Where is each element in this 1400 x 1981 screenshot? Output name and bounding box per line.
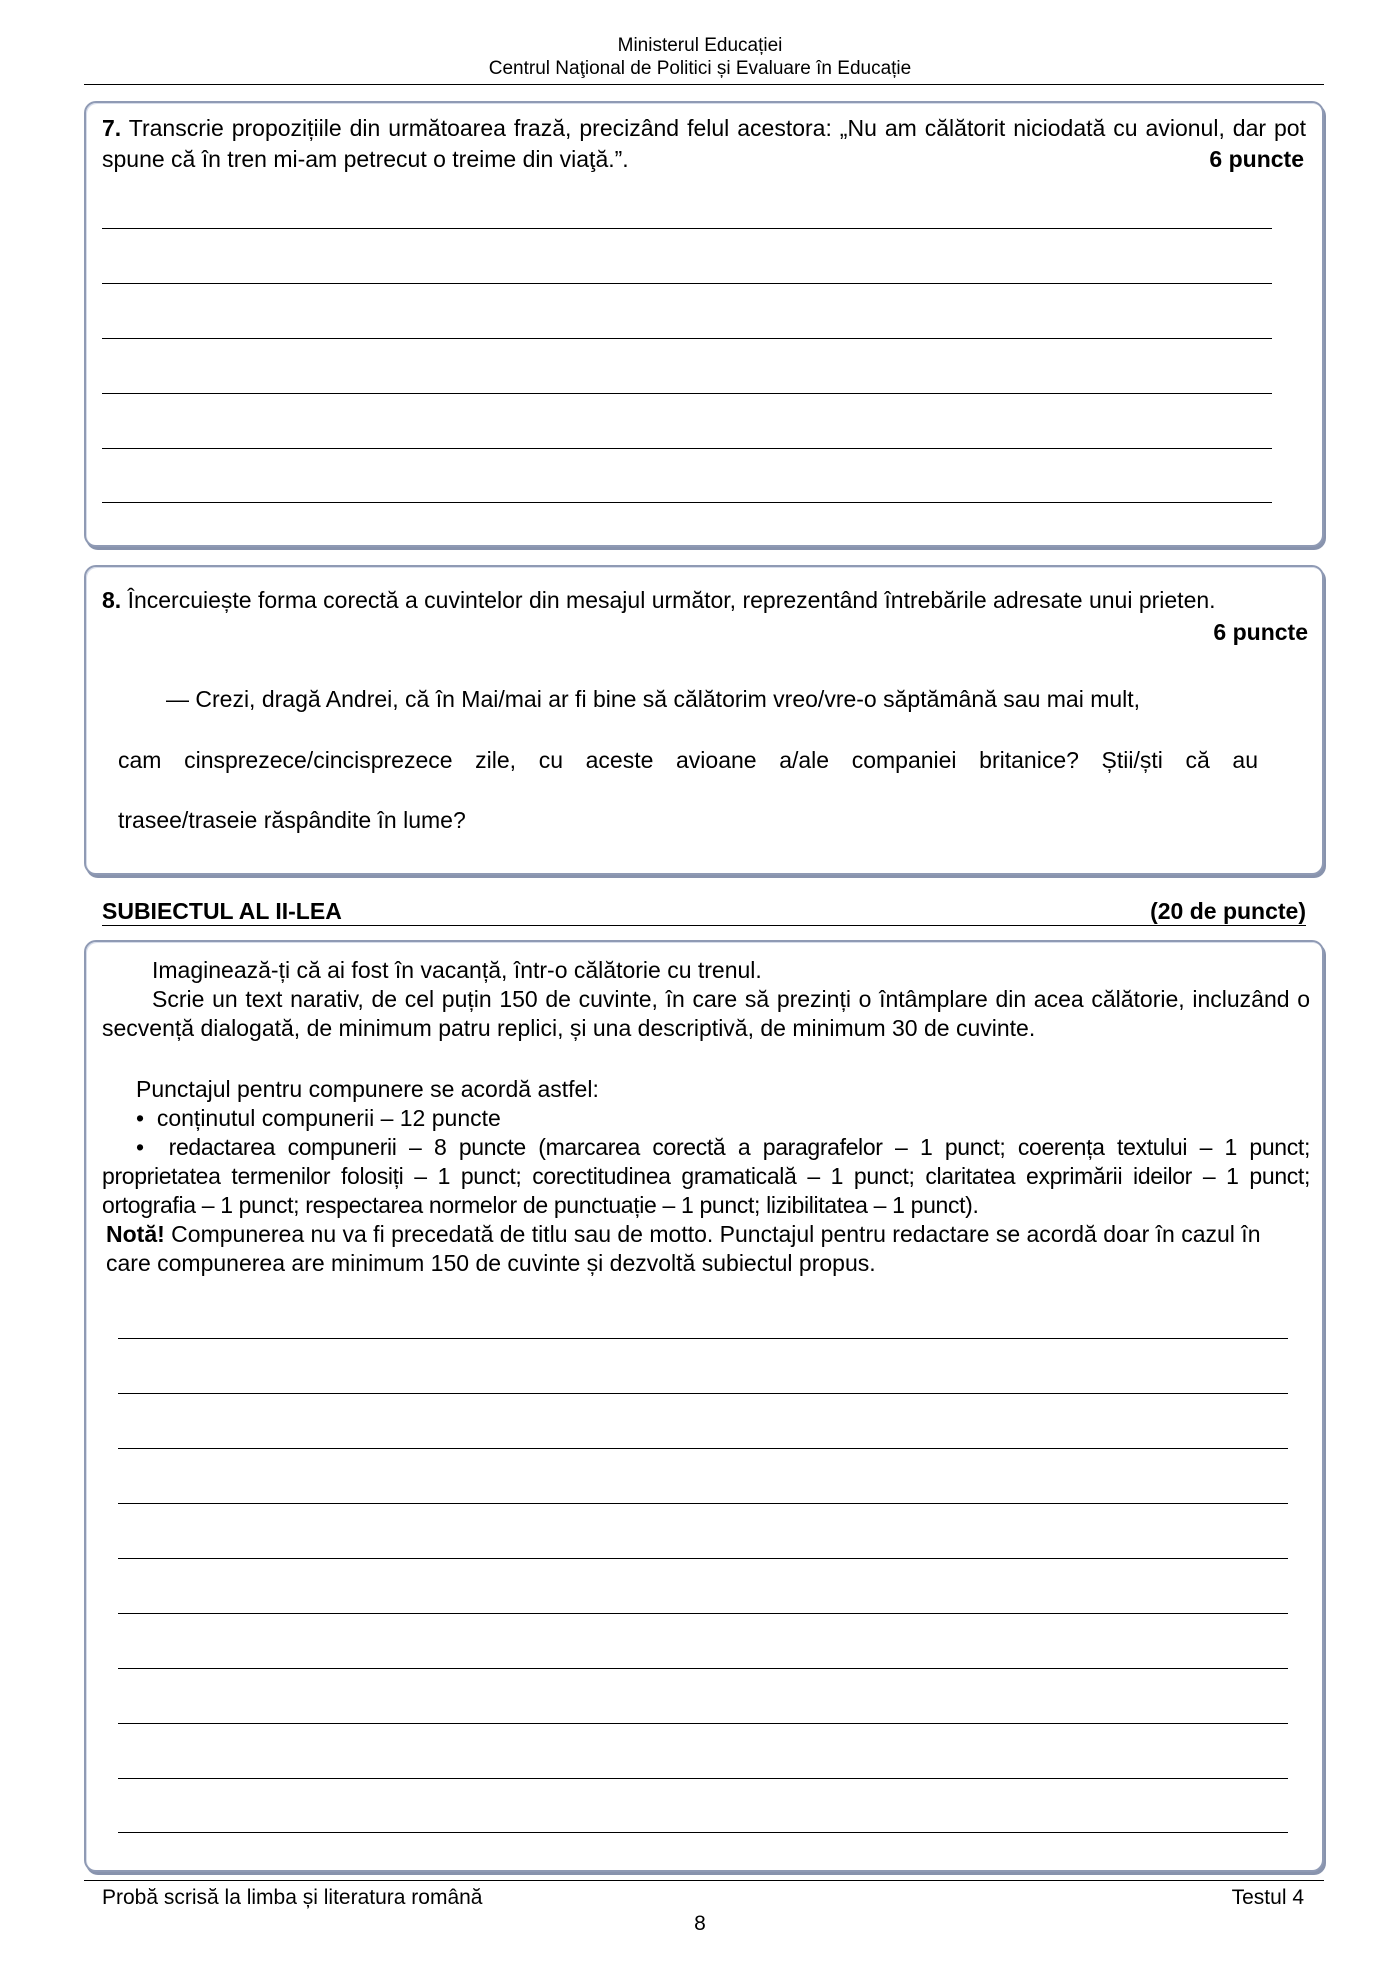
question-8-text [102, 585, 1310, 616]
bullet-icon: • [136, 1105, 157, 1131]
section-2-heading [102, 898, 1306, 926]
answer-line[interactable] [118, 1558, 1288, 1559]
answer-line[interactable] [118, 1778, 1288, 1779]
note-text: Compunerea nu va fi precedată de titlu sau de motto. Punctajul pentru redactare se acordă doar în cazul în care compunerea are minimum 150 de cuvinte și dezvoltă subiectul propus. [106, 1221, 1261, 1276]
answer-line[interactable] [102, 228, 1272, 229]
scoring-bullet-content [136, 1104, 1296, 1133]
scoring-bullet-1: conținutul compunerii – 12 puncte [156, 1105, 501, 1131]
footer-test-number: Testul 4 [1231, 1886, 1304, 1909]
section-2-points: (20 de puncte) [1150, 898, 1306, 924]
scoring-bullet-2: redactarea compunerii – 8 puncte (marcarea corectă a paragrafelor – 1 punct; coerența textului – 1 punct; proprietatea termenilor folosiți – 1 punct; corectitudinea gramaticală – 1 punct; claritatea exprimării ideilor – 1 punct; ortografia – 1 punct; respectarea normelor de punctuație – 1 punct; lizibilitatea – 1 punct). [102, 1134, 1310, 1218]
answer-line[interactable] [118, 1668, 1288, 1669]
section-2-title: SUBIECTUL AL II-LEA [102, 898, 342, 924]
answer-line[interactable] [102, 338, 1272, 339]
note-label: Notă! [106, 1221, 165, 1247]
scoring-intro: Punctajul pentru compunere se acordă astfel: [136, 1076, 599, 1102]
bullet-icon: • [136, 1134, 169, 1160]
answer-line[interactable] [102, 448, 1272, 449]
message-line-3: trasee/traseie răspândite în lume? [118, 807, 466, 833]
message-line-2: cam cinsprezece/cincisprezece zile, cu aceste avioane a/ale companiei britanice? Știi/ști că au [118, 747, 1258, 773]
question-7-prompt: Transcrie propozițiile din următoarea frază, precizând felul acestora: „Nu am călătorit niciodată cu avionul, dar pot spune că în tren mi-am petrecut o treime din viaţă.”. [102, 115, 1306, 172]
ministry-name: Ministerul Educației [617, 35, 783, 56]
message-line-1: — Crezi, dragă Andrei, că în Mai/mai ar fi bine să călătorim vreo/vre-o săptămână sau mai mult, [166, 686, 1141, 712]
question-7-text [102, 113, 1306, 175]
question-7-points: 6 puncte [1209, 146, 1304, 172]
answer-line[interactable] [102, 393, 1272, 394]
answer-line[interactable] [118, 1448, 1288, 1449]
footer-divider [84, 1880, 1324, 1881]
answer-line[interactable] [118, 1613, 1288, 1614]
answer-line[interactable] [118, 1393, 1288, 1394]
page-header [0, 34, 1400, 80]
center-name: Centrul Naţional de Politici și Evaluare în Educație [488, 58, 912, 79]
answer-line[interactable] [118, 1503, 1288, 1504]
section-2-paragraph-2: Scrie un text narativ, de cel puțin 150 de cuvinte, în care să prezinți o întâmplare din acea călătorie, incluzând o secvență dialogată, de minimum patru replici, și una descriptivă, de minimum 30 de cuvinte. [102, 986, 1310, 1041]
scoring-bullet-redactare [102, 1133, 1310, 1220]
question-8-prompt: Încercuiește forma corectă a cuvintelor din mesajul următor, reprezentând întrebările adresate unui prieten. [127, 587, 1216, 613]
answer-line[interactable] [118, 1832, 1288, 1833]
question-8-number: 8. [102, 587, 122, 613]
question-8-points: 6 puncte [1213, 619, 1308, 645]
section-2-paragraph-1: Imaginează-ți că ai fost în vacanță, într-o călătorie cu trenul. [152, 957, 762, 983]
note-paragraph [106, 1220, 1302, 1278]
footer-exam-name: Probă scrisă la limba și literatura română [102, 1886, 483, 1909]
question-7-number: 7. [102, 115, 122, 141]
answer-line[interactable] [118, 1723, 1288, 1724]
answer-line[interactable] [118, 1338, 1288, 1339]
page-number: 8 [694, 1912, 706, 1935]
header-divider [84, 84, 1324, 85]
answer-line[interactable] [102, 502, 1272, 503]
answer-line[interactable] [102, 283, 1272, 284]
